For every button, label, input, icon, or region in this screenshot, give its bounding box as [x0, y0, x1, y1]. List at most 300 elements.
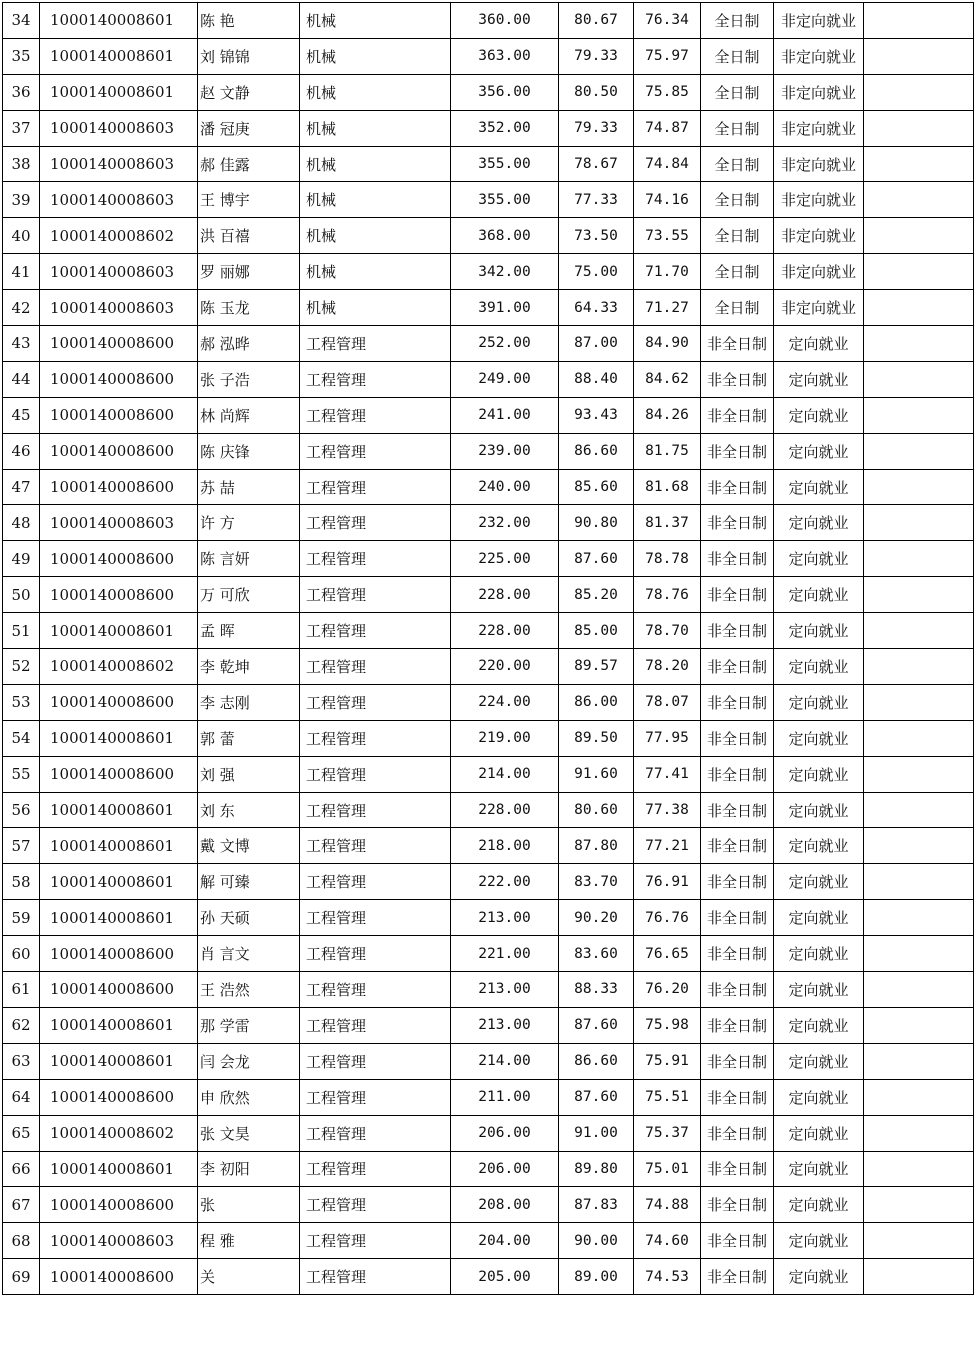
total-score: 75.37 [634, 1115, 701, 1151]
total-score: 77.41 [634, 756, 701, 792]
initial-exam-score: 355.00 [451, 146, 559, 182]
initial-exam-score: 239.00 [451, 433, 559, 469]
initial-exam-score: 391.00 [451, 290, 559, 326]
employment-type: 非定向就业 [774, 218, 864, 254]
major: 工程管理 [300, 1079, 451, 1115]
table-row [3, 936, 974, 972]
table-row [3, 1079, 974, 1115]
total-score: 75.85 [634, 74, 701, 110]
employment-type: 非定向就业 [774, 146, 864, 182]
employment-type: 定向就业 [774, 469, 864, 505]
initial-exam-score: 205.00 [451, 1259, 559, 1295]
candidate-name: 李 乾坤 [198, 649, 300, 685]
employment-type: 非定向就业 [774, 74, 864, 110]
employment-type: 定向就业 [774, 756, 864, 792]
employment-type: 定向就业 [774, 1151, 864, 1187]
initial-exam-score: 214.00 [451, 1043, 559, 1079]
remarks-cell [864, 864, 974, 900]
study-mode: 非全日制 [701, 720, 774, 756]
candidate-name: 陈 庆锋 [198, 433, 300, 469]
candidate-name: 孟 晖 [198, 613, 300, 649]
employment-type: 非定向就业 [774, 38, 864, 74]
candidate-name: 林 尚辉 [198, 397, 300, 433]
candidate-id: 1000140008602 [40, 649, 198, 685]
initial-exam-score: 368.00 [451, 218, 559, 254]
initial-exam-score: 204.00 [451, 1223, 559, 1259]
retest-score: 85.20 [559, 577, 634, 613]
initial-exam-score: 206.00 [451, 1151, 559, 1187]
study-mode: 全日制 [701, 110, 774, 146]
total-score: 75.91 [634, 1043, 701, 1079]
major: 工程管理 [300, 1007, 451, 1043]
candidate-name: 刘 东 [198, 792, 300, 828]
retest-score: 75.00 [559, 254, 634, 290]
row-index: 48 [3, 505, 40, 541]
remarks-cell [864, 218, 974, 254]
employment-type: 非定向就业 [774, 290, 864, 326]
major: 工程管理 [300, 361, 451, 397]
table-row [3, 146, 974, 182]
remarks-cell [864, 649, 974, 685]
study-mode: 非全日制 [701, 326, 774, 362]
table-row [3, 110, 974, 146]
employment-type: 定向就业 [774, 864, 864, 900]
total-score: 81.37 [634, 505, 701, 541]
major: 工程管理 [300, 828, 451, 864]
major: 工程管理 [300, 1115, 451, 1151]
candidate-name: 肖 言文 [198, 936, 300, 972]
candidate-name: 张 [198, 1187, 300, 1223]
candidate-id: 1000140008600 [40, 577, 198, 613]
major: 机械 [300, 254, 451, 290]
study-mode: 全日制 [701, 290, 774, 326]
retest-score: 87.60 [559, 541, 634, 577]
table-row [3, 649, 974, 685]
candidate-name: 程 雅 [198, 1223, 300, 1259]
row-index: 54 [3, 720, 40, 756]
remarks-cell [864, 756, 974, 792]
candidate-name: 解 可臻 [198, 864, 300, 900]
retest-score: 87.80 [559, 828, 634, 864]
candidate-id: 1000140008601 [40, 900, 198, 936]
candidate-id: 1000140008601 [40, 1043, 198, 1079]
employment-type: 定向就业 [774, 505, 864, 541]
remarks-cell [864, 3, 974, 39]
remarks-cell [864, 1223, 974, 1259]
table-row [3, 3, 974, 39]
candidate-name: 刘 强 [198, 756, 300, 792]
major: 工程管理 [300, 792, 451, 828]
employment-type: 定向就业 [774, 828, 864, 864]
candidate-id: 1000140008600 [40, 469, 198, 505]
row-index: 55 [3, 756, 40, 792]
table-row [3, 1043, 974, 1079]
employment-type: 定向就业 [774, 613, 864, 649]
major: 机械 [300, 3, 451, 39]
retest-score: 78.67 [559, 146, 634, 182]
table-row [3, 326, 974, 362]
employment-type: 定向就业 [774, 1043, 864, 1079]
total-score: 78.78 [634, 541, 701, 577]
row-index: 63 [3, 1043, 40, 1079]
employment-type: 定向就业 [774, 1223, 864, 1259]
initial-exam-score: 352.00 [451, 110, 559, 146]
candidate-name: 王 博宇 [198, 182, 300, 218]
candidate-name: 万 可欣 [198, 577, 300, 613]
row-index: 52 [3, 649, 40, 685]
candidate-id: 1000140008600 [40, 1259, 198, 1295]
employment-type: 定向就业 [774, 649, 864, 685]
employment-type: 定向就业 [774, 1187, 864, 1223]
remarks-cell [864, 1007, 974, 1043]
remarks-cell [864, 577, 974, 613]
total-score: 74.53 [634, 1259, 701, 1295]
table-row [3, 361, 974, 397]
study-mode: 非全日制 [701, 613, 774, 649]
candidate-name: 王 浩然 [198, 972, 300, 1008]
candidate-name: 戴 文博 [198, 828, 300, 864]
remarks-cell [864, 1043, 974, 1079]
row-index: 51 [3, 613, 40, 649]
candidate-id: 1000140008601 [40, 38, 198, 74]
major: 工程管理 [300, 936, 451, 972]
table-row [3, 397, 974, 433]
employment-type: 非定向就业 [774, 254, 864, 290]
initial-exam-score: 221.00 [451, 936, 559, 972]
remarks-cell [864, 1187, 974, 1223]
candidate-name: 那 学雷 [198, 1007, 300, 1043]
candidate-name: 李 志刚 [198, 684, 300, 720]
remarks-cell [864, 182, 974, 218]
major: 工程管理 [300, 864, 451, 900]
major: 工程管理 [300, 1223, 451, 1259]
initial-exam-score: 355.00 [451, 182, 559, 218]
study-mode: 非全日制 [701, 577, 774, 613]
total-score: 71.70 [634, 254, 701, 290]
candidate-id: 1000140008600 [40, 756, 198, 792]
remarks-cell [864, 936, 974, 972]
table-row [3, 433, 974, 469]
initial-exam-score: 224.00 [451, 684, 559, 720]
row-index: 62 [3, 1007, 40, 1043]
total-score: 78.76 [634, 577, 701, 613]
total-score: 76.91 [634, 864, 701, 900]
total-score: 84.26 [634, 397, 701, 433]
employment-type: 定向就业 [774, 792, 864, 828]
major: 机械 [300, 74, 451, 110]
initial-exam-score: 222.00 [451, 864, 559, 900]
major: 机械 [300, 146, 451, 182]
remarks-cell [864, 972, 974, 1008]
study-mode: 非全日制 [701, 792, 774, 828]
study-mode: 全日制 [701, 146, 774, 182]
table-row [3, 972, 974, 1008]
study-mode: 非全日制 [701, 756, 774, 792]
candidate-id: 1000140008600 [40, 1079, 198, 1115]
candidate-name: 郝 泓晔 [198, 326, 300, 362]
initial-exam-score: 228.00 [451, 792, 559, 828]
initial-exam-score: 232.00 [451, 505, 559, 541]
major: 工程管理 [300, 720, 451, 756]
major: 工程管理 [300, 1187, 451, 1223]
employment-type: 定向就业 [774, 720, 864, 756]
study-mode: 非全日制 [701, 433, 774, 469]
initial-exam-score: 218.00 [451, 828, 559, 864]
total-score: 74.16 [634, 182, 701, 218]
total-score: 84.90 [634, 326, 701, 362]
total-score: 76.20 [634, 972, 701, 1008]
remarks-cell [864, 397, 974, 433]
row-index: 40 [3, 218, 40, 254]
candidate-id: 1000140008601 [40, 613, 198, 649]
initial-exam-score: 241.00 [451, 397, 559, 433]
major: 机械 [300, 38, 451, 74]
table-row [3, 182, 974, 218]
table-row [3, 505, 974, 541]
major: 工程管理 [300, 684, 451, 720]
row-index: 38 [3, 146, 40, 182]
candidate-name: 刘 锦锦 [198, 38, 300, 74]
candidate-id: 1000140008602 [40, 1115, 198, 1151]
row-index: 68 [3, 1223, 40, 1259]
retest-score: 85.60 [559, 469, 634, 505]
major: 工程管理 [300, 469, 451, 505]
initial-exam-score: 228.00 [451, 577, 559, 613]
row-index: 64 [3, 1079, 40, 1115]
retest-score: 87.83 [559, 1187, 634, 1223]
study-mode: 全日制 [701, 218, 774, 254]
remarks-cell [864, 326, 974, 362]
study-mode: 全日制 [701, 182, 774, 218]
table-row [3, 756, 974, 792]
candidate-name: 申 欣然 [198, 1079, 300, 1115]
initial-exam-score: 208.00 [451, 1187, 559, 1223]
candidate-id: 1000140008601 [40, 1007, 198, 1043]
table-row [3, 792, 974, 828]
total-score: 71.27 [634, 290, 701, 326]
table-row [3, 613, 974, 649]
remarks-cell [864, 361, 974, 397]
candidate-id: 1000140008600 [40, 684, 198, 720]
candidate-name: 陈 艳 [198, 3, 300, 39]
table-row [3, 577, 974, 613]
retest-score: 80.60 [559, 792, 634, 828]
candidate-name: 张 子浩 [198, 361, 300, 397]
total-score: 76.34 [634, 3, 701, 39]
study-mode: 非全日制 [701, 1115, 774, 1151]
candidate-id: 1000140008603 [40, 182, 198, 218]
row-index: 58 [3, 864, 40, 900]
major: 工程管理 [300, 756, 451, 792]
row-index: 61 [3, 972, 40, 1008]
initial-exam-score: 213.00 [451, 1007, 559, 1043]
candidate-name: 郝 佳露 [198, 146, 300, 182]
retest-score: 89.50 [559, 720, 634, 756]
study-mode: 非全日制 [701, 541, 774, 577]
row-index: 34 [3, 3, 40, 39]
total-score: 74.60 [634, 1223, 701, 1259]
row-index: 65 [3, 1115, 40, 1151]
major: 工程管理 [300, 326, 451, 362]
remarks-cell [864, 505, 974, 541]
table-row [3, 1151, 974, 1187]
initial-exam-score: 360.00 [451, 3, 559, 39]
remarks-cell [864, 469, 974, 505]
candidate-id: 1000140008601 [40, 1151, 198, 1187]
candidate-id: 1000140008601 [40, 74, 198, 110]
candidate-id: 1000140008600 [40, 397, 198, 433]
candidate-id: 1000140008601 [40, 792, 198, 828]
candidate-id: 1000140008601 [40, 828, 198, 864]
retest-score: 83.70 [559, 864, 634, 900]
candidate-name: 赵 文静 [198, 74, 300, 110]
row-index: 43 [3, 326, 40, 362]
initial-exam-score: 225.00 [451, 541, 559, 577]
employment-type: 定向就业 [774, 577, 864, 613]
employment-type: 定向就业 [774, 397, 864, 433]
study-mode: 非全日制 [701, 1187, 774, 1223]
study-mode: 全日制 [701, 38, 774, 74]
table-row [3, 1259, 974, 1295]
study-mode: 非全日制 [701, 1259, 774, 1295]
candidate-name: 潘 冠庚 [198, 110, 300, 146]
row-index: 37 [3, 110, 40, 146]
candidate-name: 陈 言妍 [198, 541, 300, 577]
employment-type: 定向就业 [774, 900, 864, 936]
retest-score: 93.43 [559, 397, 634, 433]
total-score: 75.98 [634, 1007, 701, 1043]
retest-score: 86.00 [559, 684, 634, 720]
remarks-cell [864, 613, 974, 649]
initial-exam-score: 213.00 [451, 972, 559, 1008]
row-index: 36 [3, 74, 40, 110]
remarks-cell [864, 1079, 974, 1115]
study-mode: 非全日制 [701, 397, 774, 433]
candidate-id: 1000140008603 [40, 254, 198, 290]
candidate-id: 1000140008600 [40, 361, 198, 397]
results-table [2, 2, 974, 1295]
major: 工程管理 [300, 541, 451, 577]
major: 工程管理 [300, 1043, 451, 1079]
remarks-cell [864, 1115, 974, 1151]
initial-exam-score: 211.00 [451, 1079, 559, 1115]
initial-exam-score: 240.00 [451, 469, 559, 505]
row-index: 56 [3, 792, 40, 828]
initial-exam-score: 249.00 [451, 361, 559, 397]
candidate-id: 1000140008602 [40, 218, 198, 254]
candidate-name: 陈 玉龙 [198, 290, 300, 326]
retest-score: 80.67 [559, 3, 634, 39]
retest-score: 86.60 [559, 433, 634, 469]
row-index: 67 [3, 1187, 40, 1223]
table-row [3, 218, 974, 254]
major: 机械 [300, 290, 451, 326]
candidate-name: 关 [198, 1259, 300, 1295]
major: 工程管理 [300, 972, 451, 1008]
candidate-id: 1000140008603 [40, 146, 198, 182]
remarks-cell [864, 433, 974, 469]
total-score: 77.95 [634, 720, 701, 756]
total-score: 74.84 [634, 146, 701, 182]
employment-type: 定向就业 [774, 433, 864, 469]
candidate-id: 1000140008603 [40, 110, 198, 146]
remarks-cell [864, 38, 974, 74]
candidate-name: 郭 蕾 [198, 720, 300, 756]
retest-score: 77.33 [559, 182, 634, 218]
employment-type: 非定向就业 [774, 110, 864, 146]
table-row [3, 254, 974, 290]
row-index: 35 [3, 38, 40, 74]
total-score: 78.07 [634, 684, 701, 720]
initial-exam-score: 213.00 [451, 900, 559, 936]
table-row [3, 541, 974, 577]
study-mode: 非全日制 [701, 505, 774, 541]
candidate-id: 1000140008600 [40, 972, 198, 1008]
total-score: 74.87 [634, 110, 701, 146]
study-mode: 全日制 [701, 74, 774, 110]
employment-type: 定向就业 [774, 972, 864, 1008]
initial-exam-score: 206.00 [451, 1115, 559, 1151]
major: 工程管理 [300, 1259, 451, 1295]
candidate-id: 1000140008603 [40, 290, 198, 326]
total-score: 75.97 [634, 38, 701, 74]
total-score: 75.51 [634, 1079, 701, 1115]
row-index: 50 [3, 577, 40, 613]
employment-type: 定向就业 [774, 1259, 864, 1295]
remarks-cell [864, 720, 974, 756]
initial-exam-score: 342.00 [451, 254, 559, 290]
total-score: 77.21 [634, 828, 701, 864]
table-row [3, 1115, 974, 1151]
total-score: 73.55 [634, 218, 701, 254]
total-score: 78.70 [634, 613, 701, 649]
remarks-cell [864, 792, 974, 828]
initial-exam-score: 363.00 [451, 38, 559, 74]
study-mode: 非全日制 [701, 1151, 774, 1187]
table-row [3, 1007, 974, 1043]
retest-score: 89.80 [559, 1151, 634, 1187]
candidate-id: 1000140008600 [40, 541, 198, 577]
total-score: 74.88 [634, 1187, 701, 1223]
major: 机械 [300, 110, 451, 146]
candidate-id: 1000140008600 [40, 1187, 198, 1223]
candidate-id: 1000140008601 [40, 864, 198, 900]
major: 工程管理 [300, 900, 451, 936]
row-index: 47 [3, 469, 40, 505]
initial-exam-score: 214.00 [451, 756, 559, 792]
major: 工程管理 [300, 433, 451, 469]
row-index: 69 [3, 1259, 40, 1295]
table-row [3, 74, 974, 110]
initial-exam-score: 252.00 [451, 326, 559, 362]
major: 工程管理 [300, 649, 451, 685]
study-mode: 非全日制 [701, 1223, 774, 1259]
major: 工程管理 [300, 397, 451, 433]
retest-score: 87.00 [559, 326, 634, 362]
major: 工程管理 [300, 1151, 451, 1187]
employment-type: 定向就业 [774, 361, 864, 397]
employment-type: 定向就业 [774, 1115, 864, 1151]
remarks-cell [864, 74, 974, 110]
table-row [3, 38, 974, 74]
study-mode: 非全日制 [701, 864, 774, 900]
initial-exam-score: 356.00 [451, 74, 559, 110]
remarks-cell [864, 900, 974, 936]
row-index: 49 [3, 541, 40, 577]
candidate-name: 孙 天硕 [198, 900, 300, 936]
major: 机械 [300, 182, 451, 218]
row-index: 53 [3, 684, 40, 720]
